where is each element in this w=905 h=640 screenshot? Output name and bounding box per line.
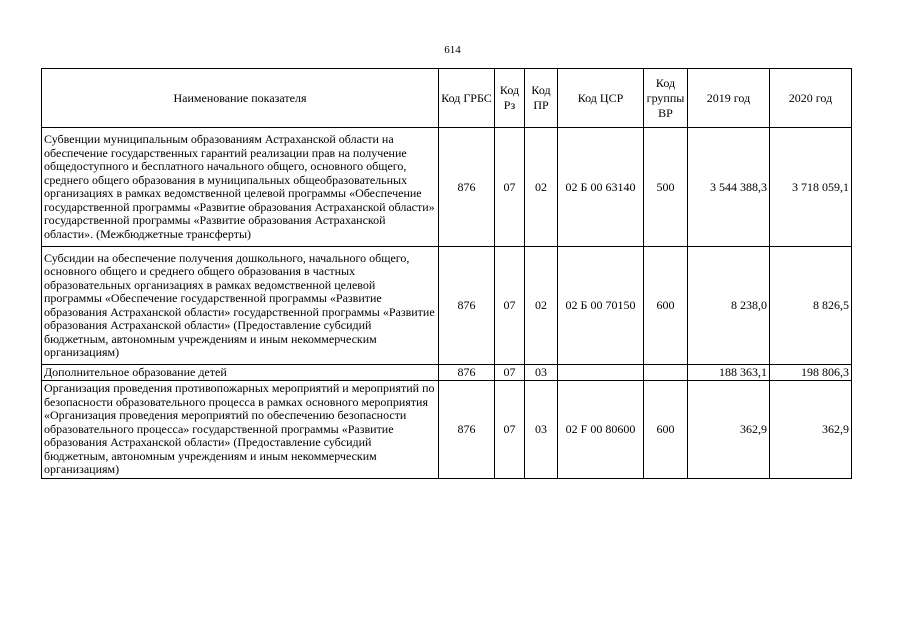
cell-rz: 07 [495, 365, 525, 381]
cell-grbs: 876 [439, 128, 495, 247]
cell-csr: 02 F 00 80600 [558, 381, 644, 479]
header-2020: 2020 год [770, 69, 852, 128]
cell-rz: 07 [495, 128, 525, 247]
cell-grbs: 876 [439, 381, 495, 479]
cell-csr: 02 Б 00 63140 [558, 128, 644, 247]
header-2019: 2019 год [688, 69, 770, 128]
cell-pr: 03 [525, 381, 558, 479]
cell-rz: 07 [495, 247, 525, 365]
cell-name: Дополнительное образование детей [42, 365, 439, 381]
cell-vr: 600 [644, 381, 688, 479]
cell-2020: 198 806,3 [770, 365, 852, 381]
cell-grbs: 876 [439, 365, 495, 381]
table-row [42, 128, 852, 247]
cell-rz: 07 [495, 381, 525, 479]
cell-pr: 03 [525, 365, 558, 381]
cell-pr: 02 [525, 128, 558, 247]
table-row [42, 381, 852, 479]
table-row [42, 365, 852, 381]
header-name: Наименование показателя [42, 69, 439, 128]
cell-2020: 3 718 059,1 [770, 128, 852, 247]
table-header-row [42, 69, 852, 128]
cell-grbs: 876 [439, 247, 495, 365]
cell-2019: 362,9 [688, 381, 770, 479]
cell-name: Организация проведения противопожарных мероприятий и мероприятий по безопасности образовательного процесса в рамках основного мероприятия «Организация проведения мероприятий по обеспечению безопасности образовательного процесса» государственной программы «Развитие образования Астраханской области» (Предоставление субсидий бюджетным, автономным учреждениям и иным некоммерческим организациям) [42, 381, 439, 479]
cell-vr [644, 365, 688, 381]
header-csr: Код ЦСР [558, 69, 644, 128]
cell-2020: 8 826,5 [770, 247, 852, 365]
cell-csr: 02 Б 00 70150 [558, 247, 644, 365]
header-rz: Код Рз [495, 69, 525, 128]
cell-2019: 188 363,1 [688, 365, 770, 381]
cell-2019: 8 238,0 [688, 247, 770, 365]
page-number: 614 [444, 44, 461, 56]
budget-table [41, 68, 852, 479]
cell-name: Субвенции муниципальным образованиям Астраханской области на обеспечение государственных гарантий реализации прав на получение общедоступного и бесплатного начального общего, основного общего, среднего общего образования в муниципальных общеобразовательных организациях в рамках ведомственной целевой программы «Обеспечение государственной программы «Развитие образования Астраханской области» государственной программы «Развитие образования Астраханской области». (Межбюджетные трансферты) [42, 128, 439, 247]
header-vr: Код группы ВР [644, 69, 688, 128]
cell-vr: 500 [644, 128, 688, 247]
cell-name: Субсидии на обеспечение получения дошкольного, начального общего, основного общего и среднего общего образования в частных образовательных организациях в рамках ведомственной целевой программы «Обеспечение государственной программы «Развитие образования Астраханской области» государственной программы «Развитие образования Астраханской области» (Предоставление субсидий бюджетным, автономным учреждениям и иным некоммерческим организациям) [42, 247, 439, 365]
cell-vr: 600 [644, 247, 688, 365]
header-grbs: Код ГРБС [439, 69, 495, 128]
header-pr: Код ПР [525, 69, 558, 128]
cell-2019: 3 544 388,3 [688, 128, 770, 247]
cell-2020: 362,9 [770, 381, 852, 479]
table-row [42, 247, 852, 365]
cell-pr: 02 [525, 247, 558, 365]
cell-csr [558, 365, 644, 381]
